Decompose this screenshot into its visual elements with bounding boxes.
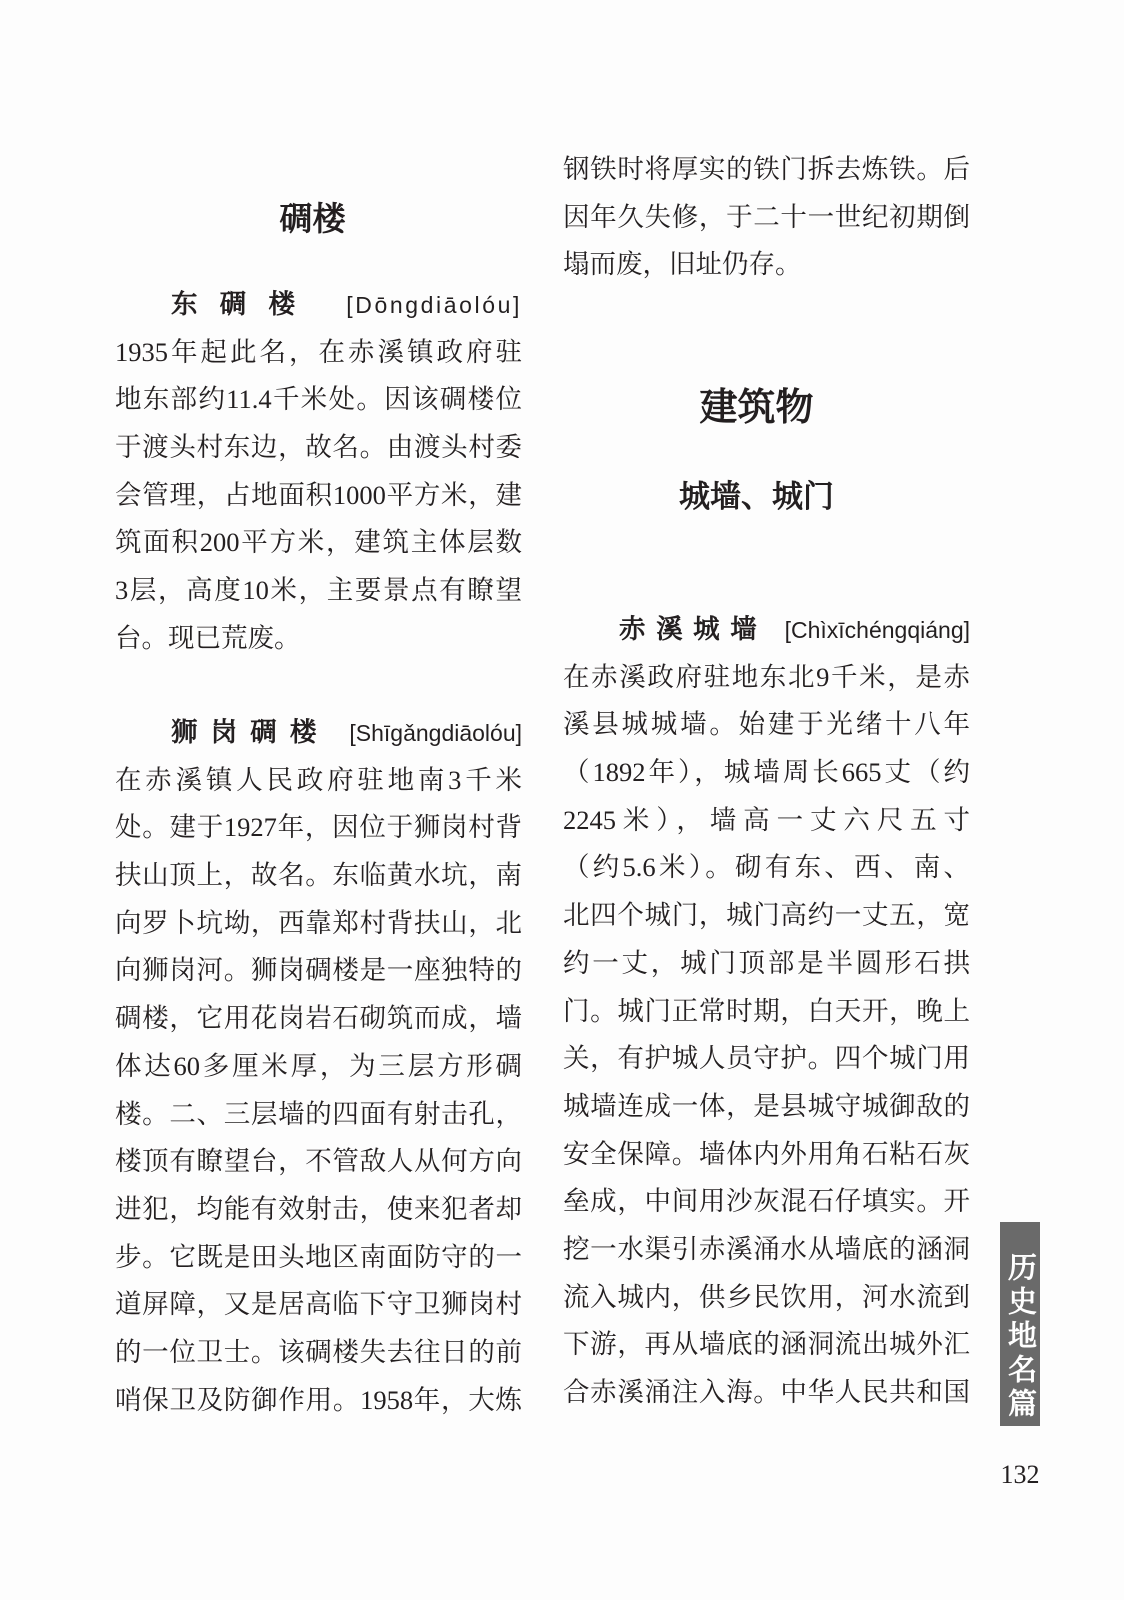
text-line: 在赤溪政府驻地东北9千米，是赤 bbox=[563, 661, 970, 692]
text-line: 在赤溪镇人民政府驻地南3千米 bbox=[115, 764, 522, 795]
text-line: 流入城内，供乡民饮用，河水流到 bbox=[563, 1281, 970, 1312]
text-line: 向狮岗河。狮岗碉楼是一座独特的 bbox=[115, 955, 522, 986]
text-line: 地东部约11.4千米处。因该碉楼位 bbox=[115, 384, 522, 415]
text-line: 城墙连成一体，是县城守城御敌的 bbox=[563, 1090, 970, 1121]
text-line: 处。建于1927年，因位于狮岗村背 bbox=[115, 812, 522, 843]
text-line: 碉楼，它用花岗岩石砌筑而成，墙 bbox=[115, 1003, 522, 1034]
text-line: 的一位卫士。该碉楼失去往日的前 bbox=[115, 1336, 522, 1367]
text-line: 台。现已荒废。 bbox=[115, 622, 301, 653]
entry-headword bbox=[115, 709, 522, 757]
subsection-heading-walls-gates: 城墙、城门 bbox=[679, 479, 834, 514]
entry-pinyin: [Dōngdiāolóu] bbox=[346, 292, 522, 318]
text-line: 约一丈，城门顶部是半圆形石拱 bbox=[563, 947, 970, 978]
page-number: 132 bbox=[1000, 1460, 1040, 1489]
text-line: 3层，高度10米，主要景点有瞭望 bbox=[115, 575, 522, 606]
chapter-side-tab bbox=[1000, 1222, 1040, 1426]
text-line: 楼。二、三层墙的四面有射击孔， bbox=[115, 1098, 522, 1129]
text-line: 楼顶有瞭望台，不管敌人从何方向 bbox=[115, 1146, 522, 1177]
text-line: 钢铁时将厚实的铁门拆去炼铁。后 bbox=[563, 154, 970, 184]
text-line: （1892年），城墙周长665丈（约 bbox=[563, 757, 970, 788]
text-line: 体达60多厘米厚，为三层方形碉 bbox=[115, 1050, 522, 1081]
entry-chixichengqiang bbox=[563, 606, 970, 1417]
text-line: 于渡头村东边，故名。由渡头村委 bbox=[115, 432, 522, 463]
text-line: 合赤溪涌注入海。中华人民共和国 bbox=[563, 1377, 970, 1407]
text-line: 会管理，占地面积1000平方米，建 bbox=[115, 479, 522, 510]
text-line: 哨保卫及防御作用。1958年，大炼 bbox=[115, 1384, 522, 1415]
entry-continuation bbox=[563, 146, 970, 289]
text-line: （约5.6米）。砌有东、西、南、 bbox=[563, 852, 970, 883]
text-line: 1935年起此名，在赤溪镇政府驻 bbox=[115, 336, 522, 367]
chapter-side-tab-label: 历史地名篇 bbox=[1004, 1252, 1036, 1422]
text-line: 挖一水渠引赤溪涌水从墙底的涵洞 bbox=[563, 1233, 970, 1264]
entry-name: 狮岗碉楼 bbox=[171, 717, 330, 747]
entry-name: 东碉楼 bbox=[171, 289, 318, 319]
entry-headword bbox=[563, 606, 970, 654]
text-line: 垒成，中间用沙灰混石仔填实。开 bbox=[563, 1186, 970, 1217]
section-heading-buildings: 建筑物 bbox=[699, 387, 814, 429]
entry-pinyin: [Shīgǎngdiāolóu] bbox=[349, 720, 523, 746]
entry-shigangdiaolou bbox=[115, 709, 522, 1424]
entry-dongdiaolou bbox=[115, 281, 522, 663]
entry-headword bbox=[115, 281, 522, 329]
text-line: 道屏障，又是居高临下守卫狮岗村 bbox=[115, 1289, 522, 1320]
text-line: 步。它既是田头地区南面防守的一 bbox=[115, 1241, 522, 1272]
text-line: 溪县城城墙。始建于光绪十八年 bbox=[563, 709, 970, 740]
text-line: 2245米），墙高一丈六尺五寸 bbox=[563, 804, 970, 835]
text-line: 门。城门正常时期，白天开，晚上 bbox=[563, 995, 970, 1026]
text-line: 进犯，均能有效射击，使来犯者却 bbox=[115, 1193, 522, 1224]
section-heading-diaolou: 碉楼 bbox=[279, 202, 346, 238]
entry-pinyin: [Chìxīchéngqiáng] bbox=[784, 617, 970, 643]
text-line: 下游，再从墙底的涵洞流出城外汇 bbox=[563, 1329, 970, 1360]
text-line: 筑面积200平方米，建筑主体层数 bbox=[115, 527, 522, 558]
text-line: 关，有护城人员守护。四个城门用 bbox=[563, 1043, 970, 1074]
text-line: 因年久失修，于二十一世纪初期倒 bbox=[563, 201, 970, 232]
text-line: 塌而废，旧址仍存。 bbox=[563, 249, 802, 280]
text-line: 向罗卜坑坳，西靠郑村背扶山，北 bbox=[115, 907, 522, 938]
text-line: 扶山顶上，故名。东临黄水坑，南 bbox=[115, 860, 522, 891]
text-line: 安全保障。墙体内外用角石粘石灰 bbox=[563, 1138, 970, 1169]
text-line: 北四个城门，城门高约一丈五，宽 bbox=[563, 900, 970, 931]
entry-name: 赤溪城墙 bbox=[619, 614, 768, 644]
